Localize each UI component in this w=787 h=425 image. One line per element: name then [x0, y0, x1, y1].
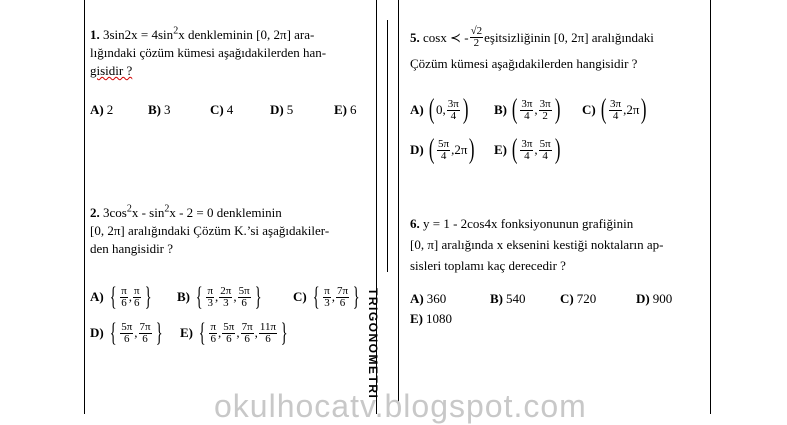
question-2-line2: [0, 2π] aralığındaki Çözüm K.’si aşağıdakiler-: [90, 223, 330, 238]
q5-option-c[interactable]: C) ( $\frac{3\pi}{4}$ ,2π ): [582, 94, 647, 125]
question-1-text-b: x denkleminin [0, 2π] ara-: [178, 27, 315, 42]
q1-option-e[interactable]: E) 6: [334, 102, 357, 117]
question-1: [90, 26, 370, 80]
question-2: 2. $3\cos^2x - \sin^2x - 2 = 0$ denkleminin [0, 2π] aralığındaki Çözüm K.’si aşağıdakiler- den hangisidir ?: [90, 204, 370, 258]
question-5: 5. cosx ≺ - $\frac{√2}{2}$ eşitsizliğinin [0, 2π] aralığındaki Çözüm kümesi aşağıdakilerden hangisidir ?: [410, 26, 710, 73]
right-border-line: [710, 0, 711, 414]
question-6: 6. y = 1 - 2cos4x fonksiyonunun grafiğinin [0, π] aralığında x eksenini kestiği noktaların ap- sisleri toplamı kaç derecedir ?: [410, 213, 710, 276]
question-6-number: 6.: [410, 216, 420, 231]
q1-option-c[interactable]: C) 4: [210, 102, 234, 117]
question-6-line2: [0, π] aralığında x eksenini kestiği noktaların ap-: [410, 237, 664, 252]
question-2-number: 2.: [90, 205, 100, 220]
watermark-text: okulhocatv.blogspot.com: [214, 388, 587, 424]
q5-sqrt2-fraction: $\frac{√2}{2}$: [470, 25, 483, 49]
q1-option-b[interactable]: B) 3: [148, 102, 171, 117]
question-1-sup: 2: [173, 25, 179, 37]
center-line-right: [398, 0, 399, 414]
question-6-line3: sisleri toplamı kaç derecedir ?: [410, 258, 566, 273]
q1-option-d[interactable]: D) 5: [270, 102, 294, 117]
question-5-number: 5.: [410, 29, 420, 45]
q6-option-d[interactable]: D) 900: [636, 291, 673, 306]
q6-option-e[interactable]: E) 1080: [410, 311, 452, 326]
q1-option-a[interactable]: A) 2: [90, 102, 114, 117]
q2-option-b[interactable]: B) { $\frac{\pi}{3}$ , $\frac{2\pi}{3}$ , $\frac{5\pi}{6}$ }: [177, 282, 262, 311]
question-1-line2: lığındaki çözüm kümesi aşağıdakilerden han-: [90, 45, 327, 60]
q5-option-e[interactable]: E) ( $\frac{3\pi}{4}$ , $\frac{5\pi}{4}$ ): [494, 134, 561, 165]
side-label-trigonometri: TRIGONOMETRI: [366, 288, 380, 400]
q2-option-d[interactable]: D) { $\frac{5\pi}{6}$ , $\frac{7\pi}{6}$ }: [90, 318, 163, 347]
q2-option-a[interactable]: A) { $\frac{\pi}{6}$ , $\frac{\pi}{6}$ }: [90, 282, 152, 311]
q2-option-c[interactable]: C) { $\frac{\pi}{3}$ , $\frac{7\pi}{6}$ }: [293, 282, 360, 311]
question-1-line3: gisidir ?: [90, 63, 133, 78]
q6-option-b[interactable]: B) 540: [490, 291, 526, 306]
q6-option-a[interactable]: A) 360: [410, 291, 447, 306]
question-2-line3: den hangisidir ?: [90, 241, 174, 256]
q5-option-b[interactable]: B) ( $\frac{3\pi}{4}$ , $\frac{3\pi}{2}$ ): [494, 94, 561, 125]
left-border-line: [84, 0, 85, 414]
q5-option-a[interactable]: A) ( 0, $\frac{3\pi}{4}$ ): [410, 94, 469, 125]
center-divider-mid: [387, 20, 388, 272]
q6-option-c[interactable]: C) 720: [560, 291, 597, 306]
q5-option-d[interactable]: D) ( $\frac{5\pi}{4}$ ,2π ): [410, 134, 475, 165]
question-5-line2: Çözüm kümesi aşağıdakilerden hangisidir ?: [410, 56, 638, 71]
question-1-text-a: 3sin2x = 4sin: [103, 27, 174, 42]
question-1-number: 1.: [90, 27, 100, 42]
q2-option-e[interactable]: E) { $\frac{\pi}{6}$ , $\frac{5\pi}{6}$ , $\frac{7\pi}{6}$ , $\frac{11\pi}{6}$ }: [180, 318, 288, 347]
